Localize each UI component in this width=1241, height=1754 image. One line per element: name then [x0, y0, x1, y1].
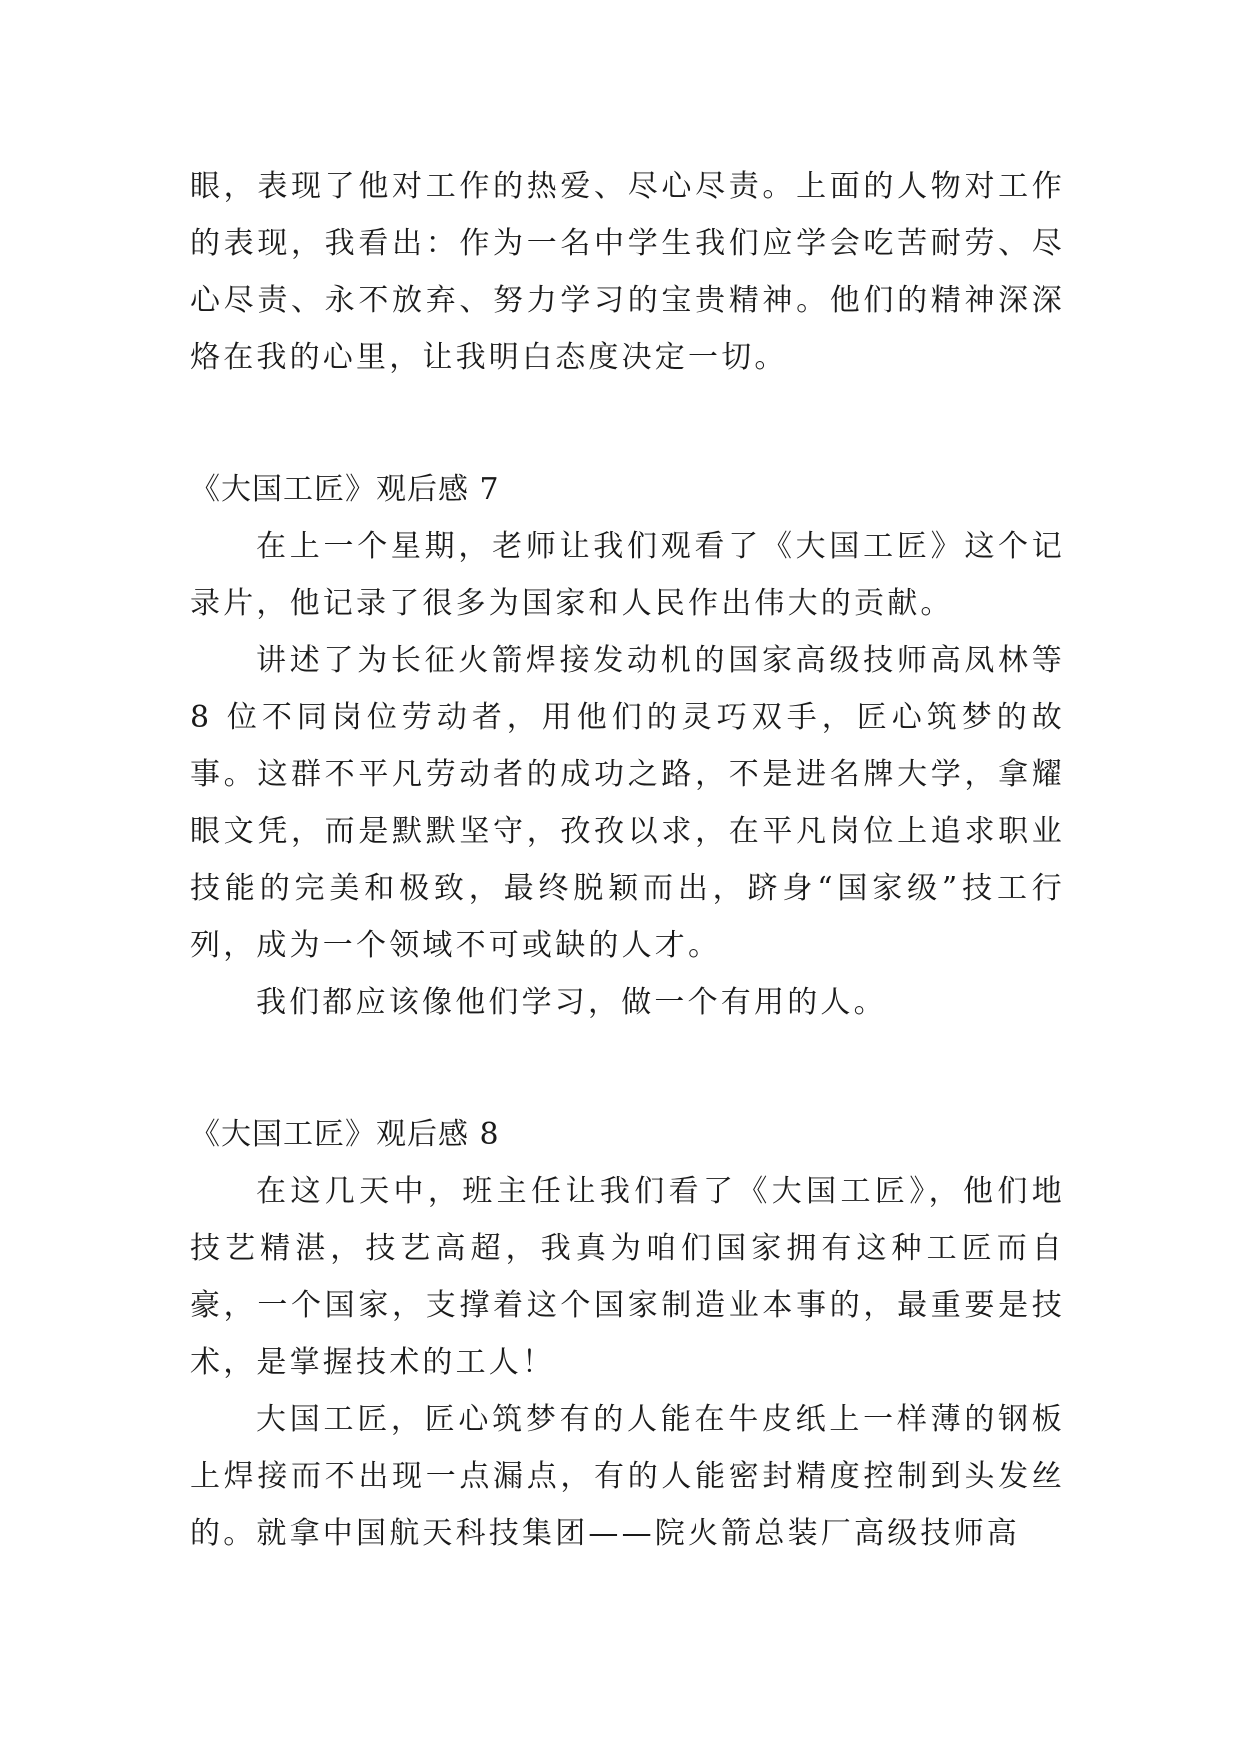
section-gap	[190, 1031, 1065, 1106]
section-heading-7: 《大国工匠》观后感 7	[190, 472, 500, 507]
paragraph: 在这几天中，班主任让我们看了《大国工匠》，他们地技艺精湛，技艺高超，我真为咱们国家拥有这种工匠而自豪，一个国家，支撑着这个国家制造业本事的，最重要是技术，是掌握技术的工人！	[190, 1174, 1065, 1380]
paragraph: 讲述了为长征火箭焊接发动机的国家高级技师高凤林等 8 位不同岗位劳动者，用他们的灵巧双手，匠心筑梦的故事。这群不平凡劳动者的成功之路，不是进名牌大学，拿耀眼文凭，而是默默坚守，孜孜以求，在平凡岗位上追求职业技能的完美和极致，最终脱颖而出，跻身“国家级”技工行列，成为一个领域不可或缺的人才。	[190, 643, 1065, 963]
section-heading-8: 《大国工匠》观后感 8	[190, 1117, 500, 1152]
paragraph-continuation: 眼，表现了他对工作的热爱、尽心尽责。上面的人物对工作的表现，我看出：作为一名中学生我们应学会吃苦耐劳、尽心尽责、永不放弃、努力学习的宝贵精神。他们的精神深深烙在我的心里，让我明白态度决定一切。	[190, 169, 1065, 375]
section-gap	[190, 386, 1065, 461]
paragraph: 大国工匠，匠心筑梦有的人能在牛皮纸上一样薄的钢板上焊接而不出现一点漏点，有的人能密封精度控制到头发丝的。就拿中国航天科技集团——院火箭总装厂高级技师高	[190, 1402, 1065, 1551]
paragraph: 在上一个星期，老师让我们观看了《大国工匠》这个记录片，他记录了很多为国家和人民作出伟大的贡献。	[190, 529, 1065, 621]
document-body	[190, 158, 1065, 1562]
paragraph: 我们都应该像他们学习，做一个有用的人。	[256, 985, 887, 1020]
